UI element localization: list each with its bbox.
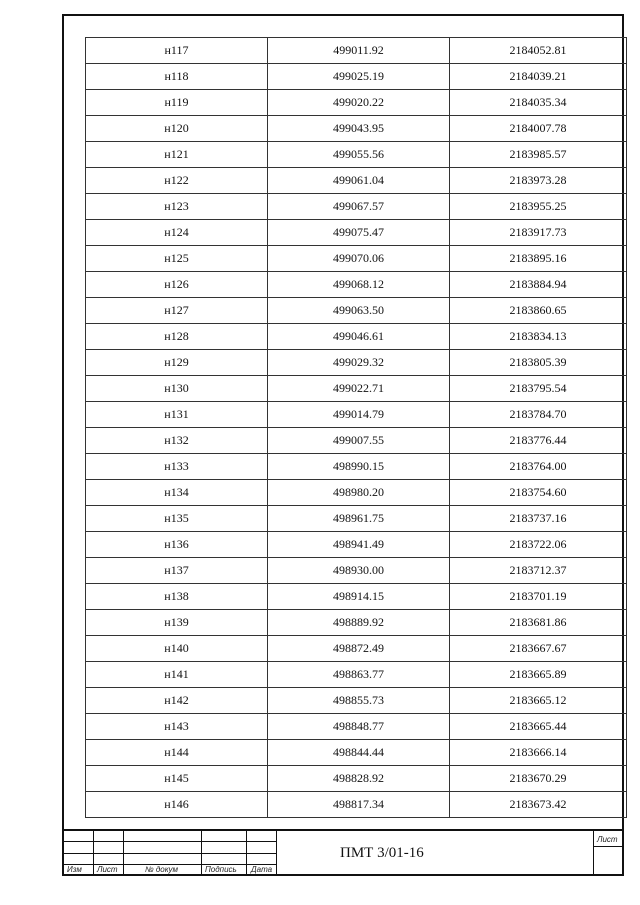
table-row [86, 64, 627, 90]
y-coordinate-cell: 2183860.65 [450, 298, 627, 324]
x-coordinate-cell: 499007.55 [268, 428, 450, 454]
table-row [86, 142, 627, 168]
point-name-cell: н131 [86, 402, 268, 428]
x-coordinate-cell: 499043.95 [268, 116, 450, 142]
point-name-cell: н140 [86, 636, 268, 662]
y-coordinate-cell: 2183673.42 [450, 792, 627, 818]
table-row [86, 350, 627, 376]
x-coordinate-cell: 498980.20 [268, 480, 450, 506]
table-row [86, 480, 627, 506]
table-row [86, 714, 627, 740]
y-coordinate-cell: 2183795.54 [450, 376, 627, 402]
stamp-col-line [123, 829, 124, 876]
x-coordinate-cell: 499070.06 [268, 246, 450, 272]
point-name-cell: н127 [86, 298, 268, 324]
y-coordinate-cell: 2183973.28 [450, 168, 627, 194]
point-name-cell: н121 [86, 142, 268, 168]
stamp-row-line [62, 853, 276, 854]
stamp-row-line [62, 841, 276, 842]
table-row [86, 740, 627, 766]
stamp-row-line [593, 846, 624, 847]
table-row [86, 246, 627, 272]
y-coordinate-cell: 2183722.06 [450, 532, 627, 558]
y-coordinate-cell: 2183834.13 [450, 324, 627, 350]
table-row [86, 272, 627, 298]
point-name-cell: н130 [86, 376, 268, 402]
label-sheet: Лист [597, 835, 618, 844]
label-signature: Подпись [205, 865, 237, 874]
point-name-cell: н139 [86, 610, 268, 636]
point-name-cell: н122 [86, 168, 268, 194]
y-coordinate-cell: 2183776.44 [450, 428, 627, 454]
x-coordinate-cell: 498872.49 [268, 636, 450, 662]
stamp-top-border [62, 829, 624, 831]
table-row [86, 506, 627, 532]
x-coordinate-cell: 498914.15 [268, 584, 450, 610]
x-coordinate-cell: 498889.92 [268, 610, 450, 636]
table-row [86, 324, 627, 350]
x-coordinate-cell: 499063.50 [268, 298, 450, 324]
point-name-cell: н133 [86, 454, 268, 480]
y-coordinate-cell: 2183667.67 [450, 636, 627, 662]
label-date: Дата [251, 865, 273, 874]
stamp-col-line [246, 829, 247, 876]
y-coordinate-cell: 2183884.94 [450, 272, 627, 298]
table-row [86, 168, 627, 194]
point-name-cell: н125 [86, 246, 268, 272]
y-coordinate-cell: 2184007.78 [450, 116, 627, 142]
y-coordinate-cell: 2183784.70 [450, 402, 627, 428]
x-coordinate-cell: 498855.73 [268, 688, 450, 714]
y-coordinate-cell: 2183681.86 [450, 610, 627, 636]
table-row [86, 376, 627, 402]
x-coordinate-cell: 499046.61 [268, 324, 450, 350]
x-coordinate-cell: 498848.77 [268, 714, 450, 740]
x-coordinate-cell: 499020.22 [268, 90, 450, 116]
stamp-col-line [201, 829, 202, 876]
point-name-cell: н143 [86, 714, 268, 740]
table-row [86, 584, 627, 610]
table-row [86, 688, 627, 714]
table-row [86, 194, 627, 220]
point-name-cell: н120 [86, 116, 268, 142]
label-doc-no: № докум [145, 865, 179, 874]
y-coordinate-cell: 2183737.16 [450, 506, 627, 532]
x-coordinate-cell: 499022.71 [268, 376, 450, 402]
table-row [86, 428, 627, 454]
stamp-col-line [93, 829, 94, 876]
point-name-cell: н126 [86, 272, 268, 298]
x-coordinate-cell: 499061.04 [268, 168, 450, 194]
x-coordinate-cell: 499014.79 [268, 402, 450, 428]
y-coordinate-cell: 2183805.39 [450, 350, 627, 376]
y-coordinate-cell: 2183764.00 [450, 454, 627, 480]
table-row [86, 298, 627, 324]
x-coordinate-cell: 498817.34 [268, 792, 450, 818]
point-name-cell: н129 [86, 350, 268, 376]
table-row [86, 116, 627, 142]
y-coordinate-cell: 2183754.60 [450, 480, 627, 506]
table-row [86, 636, 627, 662]
table-row [86, 792, 627, 818]
y-coordinate-cell: 2184039.21 [450, 64, 627, 90]
point-name-cell: н128 [86, 324, 268, 350]
y-coordinate-cell: 2183670.29 [450, 766, 627, 792]
x-coordinate-cell: 498844.44 [268, 740, 450, 766]
point-name-cell: н137 [86, 558, 268, 584]
x-coordinate-cell: 498990.15 [268, 454, 450, 480]
y-coordinate-cell: 2183985.57 [450, 142, 627, 168]
point-name-cell: н146 [86, 792, 268, 818]
table-row [86, 220, 627, 246]
y-coordinate-cell: 2183895.16 [450, 246, 627, 272]
y-coordinate-cell: 2183701.19 [450, 584, 627, 610]
point-name-cell: н118 [86, 64, 268, 90]
x-coordinate-cell: 499025.19 [268, 64, 450, 90]
table-row [86, 662, 627, 688]
table-row [86, 558, 627, 584]
x-coordinate-cell: 499011.92 [268, 38, 450, 64]
x-coordinate-cell: 499068.12 [268, 272, 450, 298]
x-coordinate-cell: 499075.47 [268, 220, 450, 246]
table-row [86, 610, 627, 636]
x-coordinate-cell: 498863.77 [268, 662, 450, 688]
label-izm: Изм [67, 865, 82, 874]
stamp-col-line [276, 829, 277, 876]
y-coordinate-cell: 2184052.81 [450, 38, 627, 64]
point-name-cell: н123 [86, 194, 268, 220]
x-coordinate-cell: 498941.49 [268, 532, 450, 558]
y-coordinate-cell: 2183666.14 [450, 740, 627, 766]
point-name-cell: н135 [86, 506, 268, 532]
y-coordinate-cell: 2183917.73 [450, 220, 627, 246]
point-name-cell: н144 [86, 740, 268, 766]
stamp-col-line [593, 829, 594, 876]
point-name-cell: н132 [86, 428, 268, 454]
y-coordinate-cell: 2183665.12 [450, 688, 627, 714]
point-name-cell: н134 [86, 480, 268, 506]
point-name-cell: н119 [86, 90, 268, 116]
document-code: ПМТ 3/01-16 [340, 845, 424, 861]
table-row [86, 766, 627, 792]
x-coordinate-cell: 498828.92 [268, 766, 450, 792]
x-coordinate-cell: 498961.75 [268, 506, 450, 532]
point-name-cell: н145 [86, 766, 268, 792]
x-coordinate-cell: 499055.56 [268, 142, 450, 168]
point-name-cell: н142 [86, 688, 268, 714]
y-coordinate-cell: 2183665.44 [450, 714, 627, 740]
y-coordinate-cell: 2184035.34 [450, 90, 627, 116]
x-coordinate-cell: 498930.00 [268, 558, 450, 584]
table-row [86, 454, 627, 480]
point-name-cell: н124 [86, 220, 268, 246]
coordinates-table [85, 37, 627, 818]
point-name-cell: н136 [86, 532, 268, 558]
table-row [86, 90, 627, 116]
point-name-cell: н138 [86, 584, 268, 610]
point-name-cell: н117 [86, 38, 268, 64]
y-coordinate-cell: 2183955.25 [450, 194, 627, 220]
label-list: Лист [97, 865, 118, 874]
x-coordinate-cell: 499029.32 [268, 350, 450, 376]
x-coordinate-cell: 499067.57 [268, 194, 450, 220]
table-row [86, 402, 627, 428]
point-name-cell: н141 [86, 662, 268, 688]
y-coordinate-cell: 2183712.37 [450, 558, 627, 584]
table-row [86, 38, 627, 64]
y-coordinate-cell: 2183665.89 [450, 662, 627, 688]
table-row [86, 532, 627, 558]
